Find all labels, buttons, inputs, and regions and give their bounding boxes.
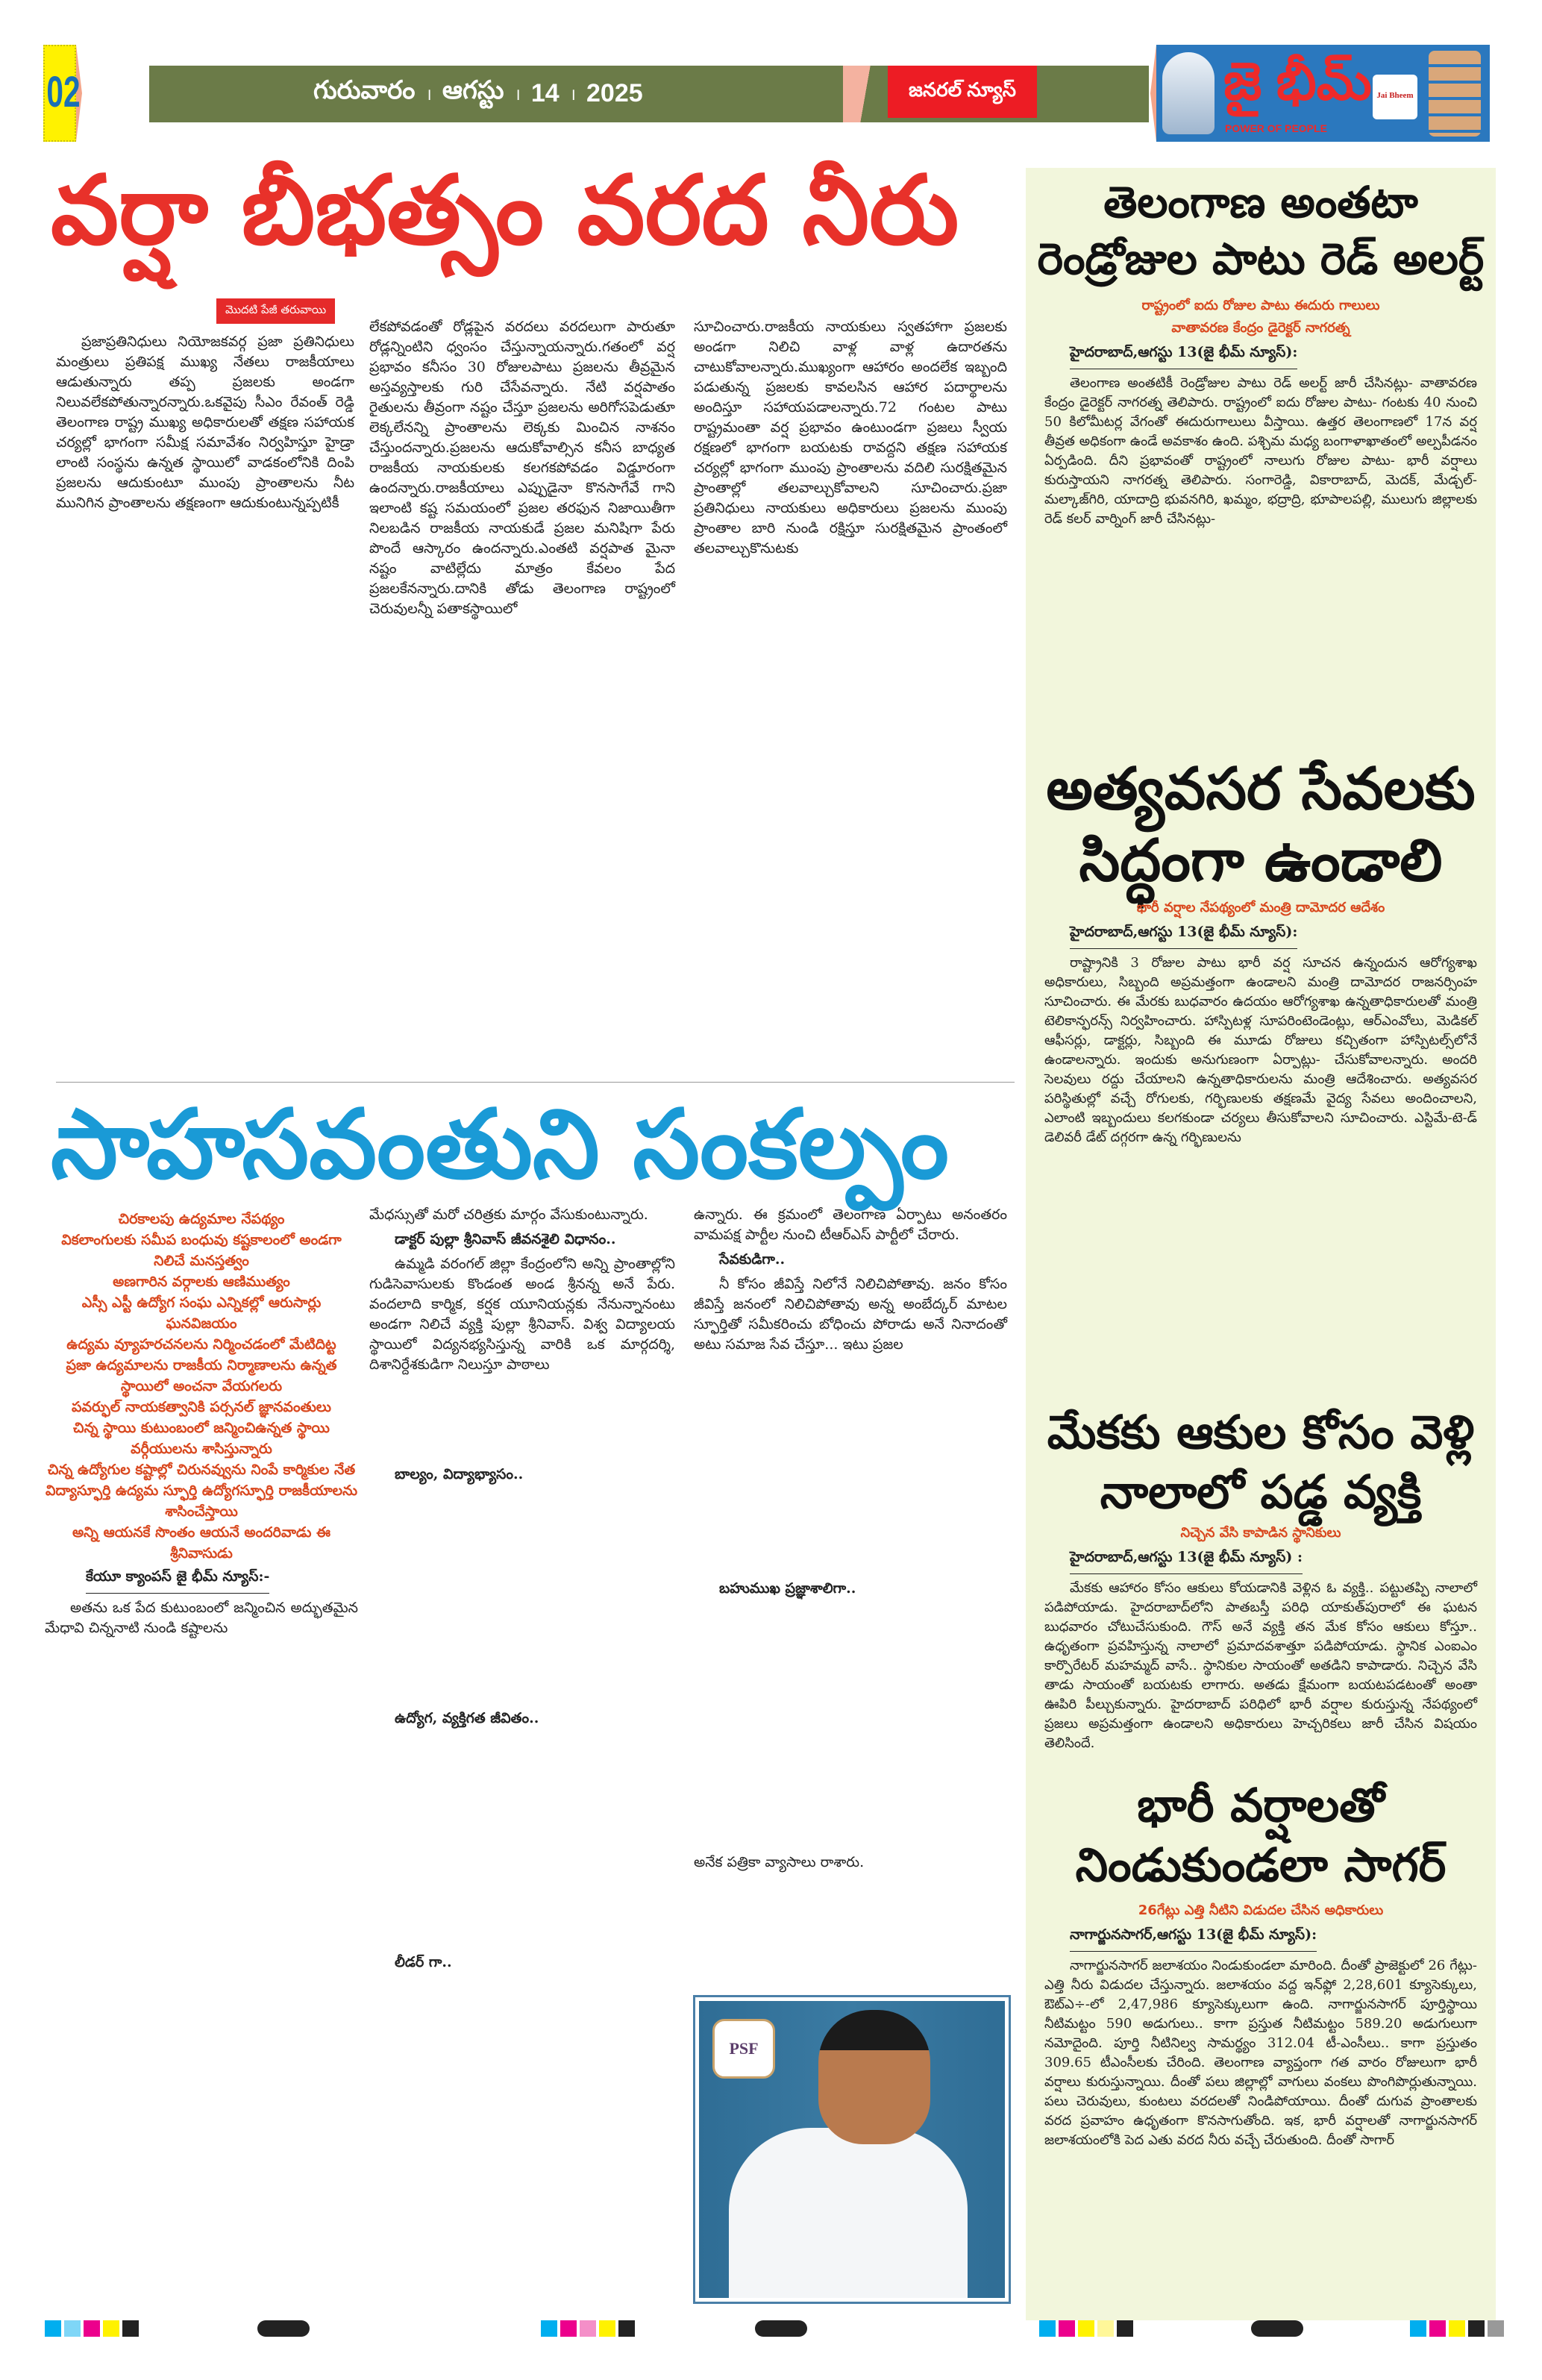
lead-column-3 (694, 317, 1007, 562)
story-subhead: వాతావరణ కేంద్రం డైరెక్టర్ నాగరత్న (1171, 320, 1350, 336)
highlight: ఉద్యమ వ్యూహరచనలను నిర్మించడంలో మేటిదిట్ట (66, 1336, 336, 1353)
highlight: వికలాంగులకు సమీప బంధువు కష్టకాలంలో అండగా నిలిచే మనస్తత్వం (61, 1232, 342, 1269)
registration-mark (755, 2320, 807, 2337)
paragraph: నీ కోసం జీవిస్తే నిలోనే నిలిచిపోతావు. జనం కోసం జీవిస్తే జనంలో నిలిచిపోతావు అన్న అంబేద్కర్ మాటల స్ఫూర్తితో సమీకరించు బోధించు పోరాడు అనే నినాదంతో అటు సమాజ సేవ చేస్తూ... ఇటు ప్రజల (694, 1276, 1007, 1353)
photo-shirt (729, 2128, 968, 2298)
ad-tagline: POWER OF PEOPLE (1225, 122, 1327, 134)
divider (56, 1082, 1015, 1083)
paragraph: మేధస్సుతో మరో చరిత్రకు మార్గం వేసుకుంటున్నారు. (369, 1206, 648, 1223)
story-body: మేకకు ఆహారం కోసం ఆకులు కోయడానికి వెళ్లిన ఓ వ్యక్తి.. పట్టుతప్పి నాలాలో పడిపోయాడు. హైదరాబాద్‌లోని పాతబస్తీ పరిధి యాకుత్‌పురాలో ఈ ఘటన బుధవారం చోటుచేసుకుంది. గౌస్ అనే వ్యక్తి తన మేక కోసం ఆకులు కోస్తూ.. ఉధృతంగా ప్రవహిస్తున్న నాలాలో ప్రమాదవశాత్తూ పడిపోయాడు. స్థానిక ఎంఐఎం కార్పొరేటర్ మహమ్మద్ వాసే.. స్థానికుల సాయంతో అతడిని కాపాడారు. నిచ్చెన వేసి తాడు సాయంతో బయటకు లాగారు. అతడు క్షేమంగా బయటపడటంతో అంతా ఊపిరి పీల్చుకున్నారు. హైదరాబాద్ పరిధిలో భారీ వర్షాల కురుస్తున్న నేపథ్యంలో ప్రజలు అప్రమత్తంగా ఉండాలని అధికారులు హెచ్చరికలు జారీ చేసిన విషయం తెలిసిందే. (1044, 1580, 1477, 1751)
highlight: అన్ని ఆయనకే సొంతం ఆయనే అందరివాడు ఈ శ్రీనివాసుడు (72, 1524, 330, 1562)
highlight: ప్రజా ఉద్యమాలను రాజకీయ నిర్మాణాలను ఉన్నత స్థాయిలో అంచనా వేయగలరు (66, 1357, 337, 1394)
paragraph: ప్రజాప్రతినిధులు నియోజకవర్గ ప్రజా ప్రతినిధులు మంత్రులు ప్రతిపక్ష ముఖ్య నేతలు రాజకీయాలు ఆడుతున్నారు తప్ప ప్రజలకు అండగా నిలువలేకపోతున్నారన్నారు.ఒకవైపు సీఎం రేవంత్ రెడ్డి తెలంగాణ రాష్ట్ర ముఖ్య అధికారులతో తక్షణ సహాయక చర్యల్లో భాగంగా సమీక్ష సమావేశం నిర్వహిస్తూ హైడ్రా లాంటి సంస్థను ఉన్నత స్థాయిలో వాడకంలోనికి దింపి ప్రజలను ఆదుకుంటూ ముంపు ప్రాంతాలను నీట మునిగిన ప్రాంతాలను తక్షణంగా ఆదుకుంటున్నప్పటికీ (56, 333, 354, 511)
date-day: గురువారం (313, 76, 416, 104)
paragraph: లేకపోవడంతో రోడ్లపైన వరదలు వరదలుగా పారుతూ రోడ్లన్నింటిని ధ్వంసం చేస్తున్నాయన్నారు.గతంలో వర్ష ప్రభావం కనీసం 30 రోజులపాటు ప్రజలను తీవ్రమైన అస్తవ్యస్తాలకు గురి చేసేవన్నారు. నేటి వర్షపాతం రైతులను తీవ్రంగా నష్టం చేస్తూ ప్రజలను అరిగోసపెడుతూ లెక్కలేనన్ని ప్రాంతాలను లెక్కకు మించిన నాశనం చేస్తుందన్నారు.ప్రజలను ఆదుకోవాల్సిన కనీస బాధ్యత రాజకీయ నాయకులకు కలగకపోవడం విడ్డూరంగా ఉందన్నారు.రాజకీయాలు ఎప్పుడైనా కొనసాగేవే గాని ఇలాంటి కష్ట సమయంలో ప్రజల తరఫున నిజాయితీగా నిలబడిన రాజకీయ నాయకుడే ప్రజల మనిషిగా పేరు పొందే ఆస్కారం ఉందన్నారు.ఎంతటి వర్షపాత మైనా నష్టం వాటిల్లేదు మాత్రం కేవలం పేద ప్రజలకేనన్నారు.దానికి తోడు తెలంగాణ రాష్ట్రంలో చెరువులన్నీ పతాకస్థాయిలో (369, 319, 675, 617)
story-body: రాష్ట్రానికి 3 రోజుల పాటు భారీ వర్ష సూచన ఉన్నందున ఆరోగ్యశాఖ అధికారులు, సిబ్బంది అప్రమత్తంగా ఉండాలని మంత్రి దామోదర రాజనర్సింహ సూచించారు. ఈ మేరకు బుధవారం ఉదయం ఆరోగ్యశాఖ ఉన్నతాధికారులతో మంత్రి టెలికాన్ఫరన్స్ నిర్వహించారు. హాస్పిటళ్ల సూపరింటెండెంట్లు, ఆర్ఎంవోలు, మెడికల్ ఆఫీసర్లు, డాక్టర్లు, సిబ్బంది ఈ మూడు రోజులు కచ్చితంగా హాస్పిటల్స్‌లోనే ఉండాలన్నారు. ఇందుకు అనుగుణంగా ఏర్పాట్లు- చేసుకోవాలన్నారు. అందరి సెలవులు రద్దు చేయాలని ఉన్నతాధికారులను మంత్రి ఆదేశించారు. అత్యవసర పరిస్థితుల్లో వచ్చే రోగులకు, గర్భిణులకు తక్షణమే వైద్య సేవలు అందించాలని, ఎలాంటి ఇబ్బందులు కలగకుండా చర్యలు తీసుకోవాలని సూచించారు. ఎస్టిమే-టె-డ్ డెలివరీ డేట్ దగ్గరగా ఉన్న గర్భిణులను (1044, 955, 1477, 1145)
story-subhead: 26గేట్లు ఎత్తి నీటిని విడుదల చేసిన అధికారులు (1138, 1903, 1384, 1918)
photo-head (818, 2010, 930, 2144)
ad-accent (1150, 45, 1156, 142)
ad-brand: జై భీమ్ (1223, 52, 1372, 110)
subheading: సేవకుడిగా.. (719, 1251, 786, 1268)
story-body: నాగార్జునసాగర్ జలాశయం నిండుకుండలా మారింది. దీంతో ప్రాజెక్టులో 26 గేట్లు- ఎత్తి నీరు విడుదల చేస్తున్నారు. జలాశయం వద్ద ఇన్‌ఫ్లో 2,28,601 క్యూసెక్కులు, ఔట్‌ఎ÷-లో 2,47,986 క్యూసెక్కులుగా ఉంది. నాగార్జునసాగర్ పూర్తిస్థాయి నీటిమట్టం 590 అడుగులు.. కాగా ప్రస్తుత నీటిమట్టం 589.20 అడుగులుగా నమోదైంది. పూర్తి నీటినిల్వ సామర్థ్యం 312.04 టీ-ఎంసీలు.. కాగా ప్రస్తుతం 309.65 టీఎంసీలకు చేరింది. తెలంగాణ వ్యాప్తంగా గత వారం రోజులుగా భారీ వర్షాలు కురుస్తున్నాయి. దీంతో పలు జిల్లాల్లో వాగులు వంకలు పొంగిపొర్లుతున్నాయి. పలు చెరువులు, కుంటలు వరదలతో నిండిపోయాయి. దీంతో దుగువ ప్రాంతాలకు వరద ప్రవాహం ఉధృతంగా కొనసాగుతోంది. ఇక, భారీ వర్షాలతో నాగార్జునసాగర్ జలాశయంలోకి పెద ఎతు వరద నీరు వచ్చే చేరుతుంది. దీంతో సాగార్ (1044, 1958, 1477, 2148)
story-emergency-services (1026, 754, 1496, 1147)
paragraph: అనేక పత్రికా వ్యాసాలు రాశారు. (694, 1854, 865, 1870)
story-subhead: రాష్ట్రంలో ఐదు రోజుల పాటు ఈదురు గాలులు (1141, 298, 1380, 313)
date-separator: । (425, 84, 432, 104)
feature-byline: కేయూ క్యాంపస్ జై భీమ్ న్యూస్:- (86, 1568, 269, 1594)
story-headline: అత్యవసర సేవలకు సిద్ధంగా ఉండాలి (1046, 756, 1476, 895)
color-registration-bar (45, 2320, 139, 2337)
story-headline: మేకకు ఆకుల కోసం వెళ్లి నాలాలో పడ్డ వ్యక్తి (1047, 1405, 1475, 1519)
story-body-block (1026, 1544, 1496, 1753)
story-subhead: నిచ్చెన వేసి కాపాడిన స్థానికులు (1180, 1525, 1341, 1541)
dateline (313, 76, 643, 111)
lead-column-2 (369, 317, 675, 622)
feature-column-2 (369, 1205, 675, 1977)
feature-headline: సాహసవంతుని సంకల్పం (51, 1089, 949, 1200)
subheading: డాక్టర్ పుల్లా శ్రీనివాస్ జీవనశైలి విధానం.. (395, 1231, 616, 1247)
paragraph: ఉన్నారు. ఈ క్రమంలో తెలంగాణ ఏర్పాటు అనంతరం వామపక్ష పార్టీల నుంచి టీఆర్ఎస్ పార్టీలో చేరారు. (694, 1206, 1007, 1243)
subheading: ఉద్యోగ, వ్యక్తిగత జీవితం.. (395, 1710, 539, 1726)
ad-people-images (1429, 51, 1481, 137)
story-sagar (1026, 1776, 1496, 2150)
section-accent (843, 66, 888, 122)
registration-mark (1251, 2320, 1303, 2337)
highlight: విద్యాస్ఫూర్తి ఉద్యమ స్ఫూర్తి ఉద్యోగస్ఫూర్తి రాజకీయాలను శాసించేస్తాయి (45, 1482, 358, 1520)
page-number-box (43, 45, 81, 142)
feature-column-1 (45, 1209, 358, 1641)
story-nala-fall (1026, 1403, 1496, 1753)
date-year: 2025 (586, 79, 643, 107)
date-separator: । (514, 84, 521, 104)
story-headline: భారీ వర్షాలతో నిండుకుండలా సాగర్ (1075, 1778, 1447, 1892)
portrait-image (1162, 52, 1215, 134)
page-number: 02 (46, 68, 81, 116)
story-body: తెలంగాణ అంతటికీ రెండ్రోజుల పాటు రెడ్ అలర్ట్ జారీ చేసినట్లు- వాతావరణ కేంద్రం డైరెక్టర్ నాగరత్న తెలిపారు. రాష్ట్రంలో ఐదు రోజుల పాటు- గంటకు 40 నుంచి 50 కిలోమీటర్ల వేగంతో ఈదురుగాలులు వీస్తాయి. ఉత్తర తెలంగాణలో 17న వర్ష తీవ్రత అధికంగా ఉండే అవకాశం ఉంది. పశ్చిమ మధ్య బంగాళాఖాతంలో అల్పపీడనం ఏర్పడింది. దీని ప్రభావంతో రాష్ట్రంలో నాలుగు రోజుల పాటు- భారీ వర్షాలు కురుస్తాయని నాగరత్న తెలిపారు. సంగారెడ్డి, వికారాబాద్, మెదక్, మేడ్చల్-మల్కాజ్‌గిరి, యాదాద్రి భువనగిరి, ఖమ్మం, భద్రాద్రి, భూపాలపల్లి, ములుగు జిల్లాలకు రెడ్ కలర్ వార్నింగ్ జారీ చేసినట్లు- (1044, 375, 1477, 527)
story-byline: హైదరాబాద్,ఆగస్టు 13(జై భీమ్ న్యూస్): (1070, 924, 1297, 949)
highlight: పవర్ఫుల్ నాయకత్వానికి పర్సనల్ జ్ఞానవంతులు (72, 1399, 331, 1415)
story-subhead: భారీ వర్షాల నేపథ్యంలో మంత్రి దామోదర ఆదేశం (1136, 900, 1385, 915)
highlight: ఎస్సీ ఎస్టీ ఉద్యోగ సంఘ ఎన్నికల్లో ఆరుసార్లు ఘనవిజయం (81, 1294, 322, 1332)
continued-tag: మొదటి పేజీ తరువాయి (216, 298, 335, 324)
highlight: చిన్న ఉద్యోగుల కష్టాల్లో చిరునవ్వును నింపే కార్మికుల నేత (47, 1462, 356, 1478)
paragraph: సూచించారు.రాజకీయ నాయకులు స్వతహాగా ప్రజలకు అండగా నిలిచి వాళ్ల వాళ్ల ఉదారతను చాటుకోవాలన్నారు.ముఖ్యంగా ఆహారం అందలేక ఇబ్బంది పడుతున్న ప్రజలకు కావలసిన ఆహార పదార్థాలను అందిస్తూ సహాయపడాలన్నారు.72 గంటల పాటు రాష్ట్రమంతా వర్ష ప్రభావం ఉంటుండగా ప్రజలు స్వీయ రక్షణలో భాగంగా బయటకు రావద్దని తక్షణ సహాయక చర్యల్లో భాగంగా ముంపు ప్రాంతాలను వదిలి సురక్షితమైన ప్రాంతాల్లో తలవాల్చుకోవాలని సూచించారు.ప్రజా ప్రతినిధులు నాయకులు అధికారులు ప్రజలను ముంపు ప్రాంతాల బారి నుండి రక్షిస్తూ సురక్షితమైన ప్రాంతంలో తలవాల్చుకొనుటకు (694, 319, 1007, 557)
registration-mark (257, 2320, 310, 2337)
feature-column-3 (694, 1205, 1007, 1876)
highlights (45, 1209, 358, 1564)
date-month: ఆగస్టు (442, 76, 504, 104)
story-byline: నాగార్జునసాగర్,ఆగస్టు 13(జై భీమ్ న్యూస్): (1070, 1926, 1317, 1952)
psf-logo: PSF (712, 2019, 775, 2079)
color-registration-bar (541, 2320, 635, 2337)
color-registration-bar (1039, 2320, 1133, 2337)
highlight: అణగారిన వర్గాలకు ఆణిముత్యం (113, 1274, 290, 1290)
paragraph: ఉమ్మడి వరంగల్ జిల్లా కేంద్రంలోని అన్ని ప్రాంతాల్లోని గుడిసెవాసులకు కొండంత అండ శ్రీనన్న అనే పేరు. వందలాది కార్మిక, కర్షక యూనియన్లకు నేనున్నానంటు అండగా నిలిచే వ్యక్తి పుల్లా శ్రీనివాస్. విశ్వ విద్యాలయ స్థాయిలో విద్యనభ్యసిస్తున్న వారికి ఒక మార్గదర్శి, దిశానిర్దేశకుడిగా నిలుస్తూ పాఠాలు (369, 1256, 675, 1373)
story-body-block (1026, 919, 1496, 1147)
portrait-photo (695, 1997, 1009, 2302)
subheading: బాల్యం, విద్యాభ్యాసం.. (395, 1466, 524, 1482)
subheading: లీడర్ గా.. (395, 1954, 452, 1970)
story-headline: తెలంగాణ అంతటా రెండ్రోజుల పాటు రెడ్ అలర్ట్ (1037, 177, 1485, 284)
date-number: 14 (530, 79, 560, 107)
highlight: చిన్న స్థాయి కుటుంబంలో జన్మించిఉన్నత స్థాయి వర్గీయులను శాసిస్తున్నారు (73, 1420, 330, 1457)
paragraph: అతను ఒక పేద కుటుంబంలో జన్మించిన అద్భుతమైన మేధావి చిన్ననాటి నుండి కష్టాలను (45, 1600, 358, 1636)
lead-column-1 (56, 332, 354, 516)
story-body-block (1026, 1922, 1496, 2150)
story-byline: హైదరాబాద్,ఆగస్టు 13(జై భీమ్ న్యూస్) : (1070, 1549, 1303, 1574)
story-body-block (1026, 339, 1496, 529)
ad-logo: Jai Bheem (1373, 75, 1417, 119)
lead-headline: వర్షా బీభత్సం వరద నీరు (51, 155, 959, 266)
right-column (1026, 168, 1496, 2320)
section-label: జనరల్ న్యూస్ (888, 66, 1037, 118)
date-separator: । (569, 84, 576, 104)
highlight: చిరకాలపు ఉద్యమాల నేపథ్యం (118, 1211, 285, 1227)
color-registration-bar (1410, 2320, 1504, 2337)
story-red-alert (1026, 174, 1496, 529)
subheading: బహుముఖ ప్రజ్ఞాశాలిగా.. (719, 1580, 856, 1597)
masthead-ad (1156, 45, 1490, 142)
story-byline: హైదరాబాద్,ఆగస్టు 13(జై భీమ్ న్యూస్): (1070, 344, 1297, 369)
